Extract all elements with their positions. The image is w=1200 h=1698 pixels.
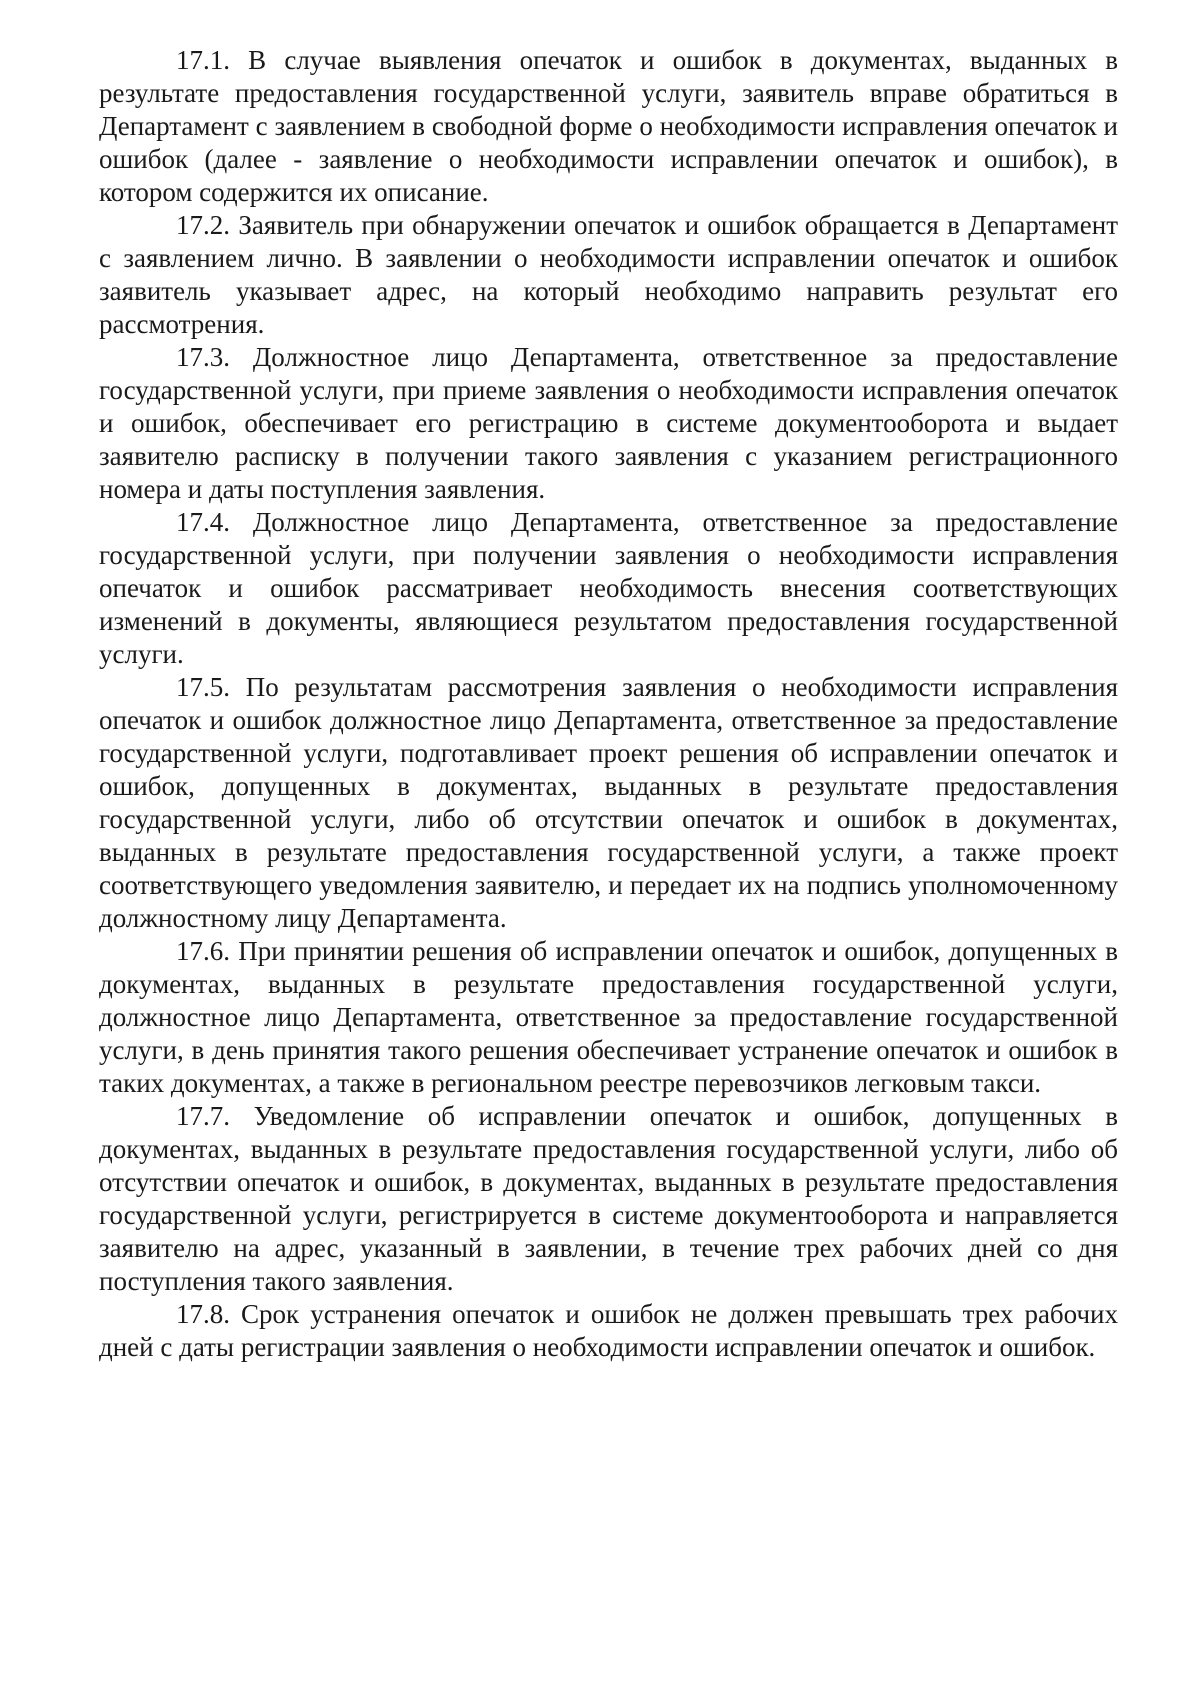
paragraph-17-7: 17.7. Уведомление об исправлении опечаток и ошибок, допущенных в документах, выданных в результате предоставления государственной услуги, либо об отсутствии опечаток и ошибок, в документах, выданных в результате предоставления государственной услуги, регистрируется в системе документооборота и направляется заявителю на адрес, указанный в заявлении, в течение трех рабочих дней со дня поступления такого заявления.: [99, 1101, 1118, 1296]
paragraph-17-8: 17.8. Срок устранения опечаток и ошибок не должен превышать трех рабочих дней с даты регистрации заявления о необходимости исправлении опечаток и ошибок.: [99, 1299, 1118, 1362]
paragraph-17-4: 17.4. Должностное лицо Департамента, ответственное за предоставление государственной услуги, при получении заявления о необходимости исправления опечаток и ошибок рассматривает необходимость внесения соответствующих изменений в документы, являющиеся результатом предоставления государственной услуги.: [99, 507, 1118, 669]
paragraph-17-3: 17.3. Должностное лицо Департамента, ответственное за предоставление государственной услуги, при приеме заявления о необходимости исправления опечаток и ошибок, обеспечивает его регистрацию в системе документооборота и выдает заявителю расписку в получении такого заявления с указанием регистрационного номера и даты поступления заявления.: [99, 342, 1118, 504]
paragraph-17-5: 17.5. По результатам рассмотрения заявления о необходимости исправления опечаток и ошибок должностное лицо Департамента, ответственное за предоставление государственной услуги, подготавливает проект решения об исправлении опечаток и ошибок, допущенных в документах, выданных в результате предоставления государственной услуги, либо об отсутствии опечаток и ошибок в документах, выданных в результате предоставления государственной услуги, а также проект соответствующего уведомления заявителю, и передает их на подпись уполномоченному должностному лицу Департамента.: [99, 672, 1118, 933]
paragraph-17-6: 17.6. При принятии решения об исправлении опечаток и ошибок, допущенных в документах, выданных в результате предоставления государственной услуги, должностное лицо Департамента, ответственное за предоставление государственной услуги, в день принятия такого решения обеспечивает устранение опечаток и ошибок в таких документах, а также в региональном реестре перевозчиков легковым такси.: [99, 936, 1118, 1098]
paragraph-17-2: 17.2. Заявитель при обнаружении опечаток и ошибок обращается в Департамент с заявлением лично. В заявлении о необходимости исправлении опечаток и ошибок заявитель указывает адрес, на который необходимо направить результат его рассмотрения.: [99, 210, 1118, 339]
paragraph-17-1: 17.1. В случае выявления опечаток и ошибок в документах, выданных в результате предоставления государственной услуги, заявитель вправе обратиться в Департамент с заявлением в свободной форме о необходимости исправления опечаток и ошибок (далее - заявление о необходимости исправлении опечаток и ошибок), в котором содержится их описание.: [99, 45, 1118, 207]
